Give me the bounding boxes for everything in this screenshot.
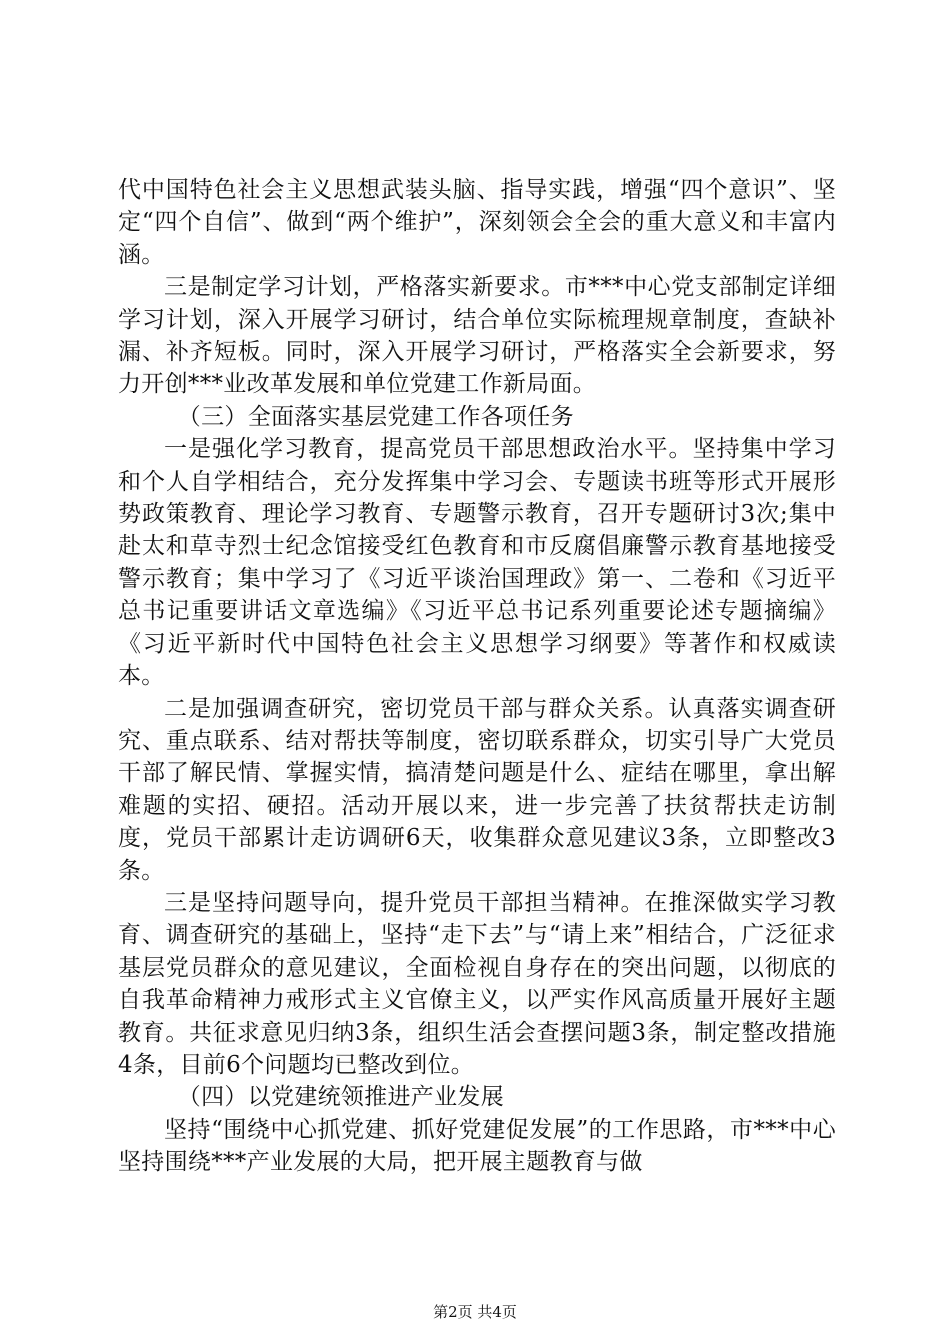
paragraph-study-plan: 三是制定学习计划，严格落实新要求。市***中心党支部制定详细学习计划，深入开展学习研讨，结合单位实际梳理规章制度，查缺补漏、补齐短板。同时，深入开展学习研讨，严格落实全会新要求，努力开创***业改革发展和单位党建工作新局面。 (118, 274, 836, 398)
section-heading-4: （四）以党建统领推进产业发展 (177, 1084, 504, 1111)
paragraph-industry-development: 坚持“围绕中心抓党建、抓好党建促发展”的工作思路，市***中心坚持围绕***产业发展的大局，把开展主题教育与做 (118, 1116, 836, 1176)
document-body (118, 174, 836, 1179)
page-number-footer: 第2页 共4页 (433, 1303, 517, 1321)
paragraph-study-education: 一是强化学习教育，提高党员干部思想政治水平。坚持集中学习和个人自学相结合，充分发挥集中学习会、专题读书班等形式开展形势政策教育、理论学习教育、专题警示教育，召开专题研讨3次;集中赴太和草寺烈士纪念馆接受红色教育和市反腐倡廉警示教育基地接受警示教育；集中学习了《习近平谈治国理政》第一、二卷和《习近平总书记重要讲话文章选编》《习近平总书记系列重要论述专题摘编》《习近平新时代中国特色社会主义思想学习纲要》等著作和权威读本。 (118, 436, 836, 690)
paragraph-problem-orientation: 三是坚持问题导向，提升党员干部担当精神。在推深做实学习教育、调查研究的基础上，坚持“走下去”与“请上来”相结合，广泛征求基层党员群众的意见建议，全面检视自身存在的突出问题，以彻底的自我革命精神力戒形式主义官僚主义，以严实作风高质量开展好主题教育。共征求意见归纳3条，组织生活会查摆问题3条，制定整改措施4条，目前6个问题均已整改到位。 (118, 889, 836, 1078)
section-heading-3: （三）全面落实基层党建工作各项任务 (177, 403, 574, 430)
paragraph-investigation: 二是加强调查研究，密切党员干部与群众关系。认真落实调查研究、重点联系、结对帮扶等制度，密切联系群众，切实引导广大党员干部了解民情、掌握实情，搞清楚问题是什么、症结在哪里，拿出解难题的实招、硬招。活动开展以来，进一步完善了扶贫帮扶走访制度，党员干部累计走访调研6天，收集群众意见建议3条，立即整改3条。 (118, 695, 836, 884)
paragraph-continuation: 代中国特色社会主义思想武装头脑、指导实践，增强“四个意识”、坚定“四个自信”、做到“两个维护”，深刻领会全会的重大意义和丰富内涵。 (118, 177, 836, 268)
